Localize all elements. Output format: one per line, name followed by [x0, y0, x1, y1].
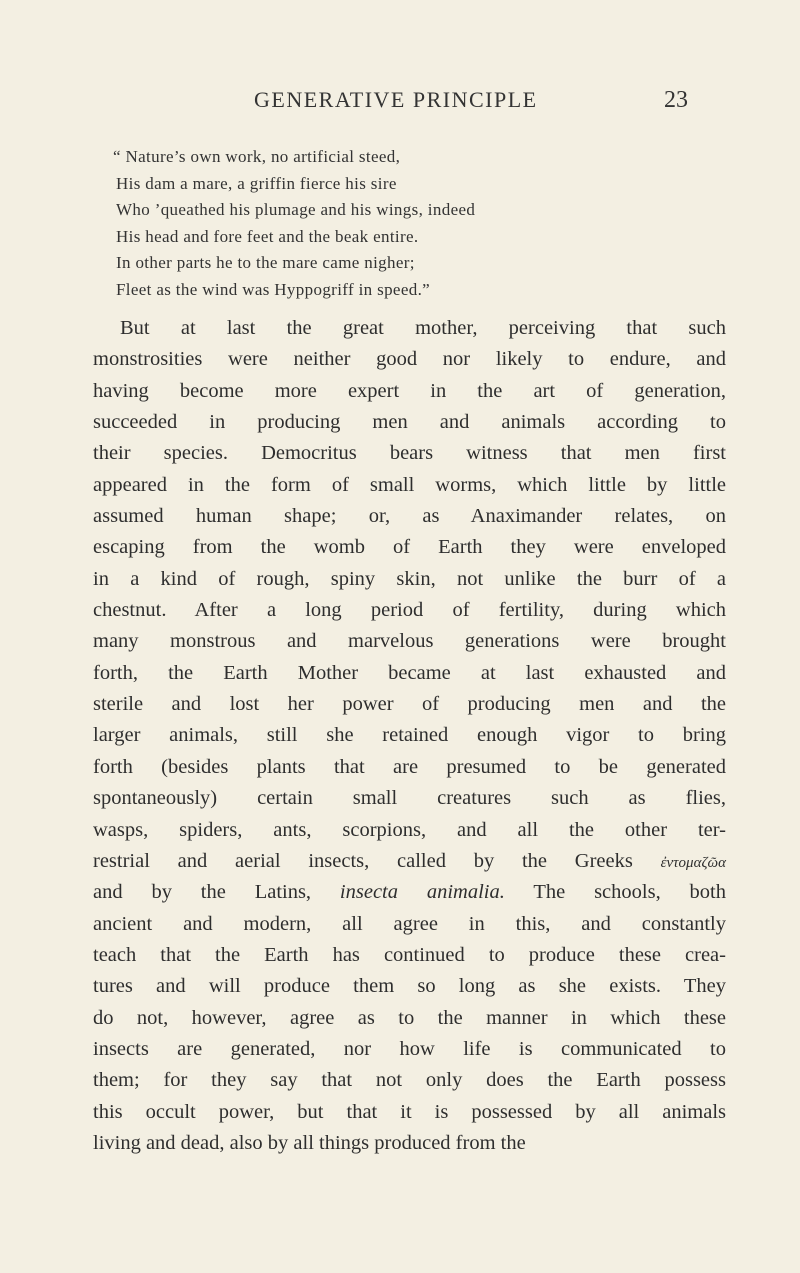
- paragraph-line: do not, however, agree as to the manner in which these: [93, 1006, 726, 1029]
- paragraph-line: this occult power, but that it is possessed by all animals: [93, 1100, 726, 1123]
- verse-quotation: [113, 144, 736, 303]
- latin-term: insecta animalia.: [339, 881, 505, 904]
- paragraph-line: their species. Democritus bears witness that men first: [93, 442, 726, 465]
- verse-line: His head and fore feet and the beak entire.: [116, 226, 419, 246]
- paragraph-line: having become more expert in the art of generation,: [93, 379, 726, 402]
- paragraph-line: in a kind of rough, spiny skin, not unlike the burr of a: [93, 567, 726, 590]
- paragraph-line: monstrosities were neither good nor likely to endure, and: [93, 348, 726, 371]
- paragraph-line: them; for they say that not only does the Earth possess: [93, 1069, 726, 1092]
- paragraph-text: and by the Latins,: [93, 881, 312, 904]
- body-paragraph: [93, 313, 726, 1159]
- paragraph-line: living and dead, also by all things produced from the: [93, 1131, 526, 1154]
- paragraph-line: teach that the Earth has continued to produce these crea-: [93, 943, 726, 966]
- paragraph-line: forth, the Earth Mother became at last exhausted and: [93, 661, 726, 684]
- page-header: [0, 87, 800, 121]
- paragraph-line: assumed human shape; or, as Anaximander relates, on: [93, 505, 726, 528]
- verse-line: Fleet as the wind was Hyppogriff in speed.”: [116, 279, 431, 299]
- paragraph-line: sterile and lost her power of producing men and the: [93, 693, 726, 716]
- paragraph-text: restrial and aerial insects, called by the Greeks: [93, 849, 633, 872]
- verse-line: His dam a mare, a griffin fierce his sire: [116, 173, 397, 193]
- verse-line: Who ’queathed his plumage and his wings, indeed: [116, 200, 476, 219]
- page-number: 23: [664, 87, 688, 113]
- verse-line: “ Nature’s own work, no artificial steed,: [113, 147, 401, 166]
- paragraph-line: insects are generated, nor how life is communicated to: [93, 1037, 726, 1060]
- paragraph-line: ancient and modern, all agree in this, and constantly: [93, 912, 726, 935]
- paragraph-line-with-greek: [93, 846, 726, 877]
- paragraph-line: appeared in the form of small worms, which little by little: [93, 473, 726, 496]
- paragraph-line: larger animals, still she retained enough vigor to bring: [93, 724, 726, 747]
- running-title: GENERATIVE PRINCIPLE: [254, 87, 538, 112]
- paragraph-text: The schools, both: [533, 881, 726, 904]
- greek-term: ἐντομαζῶα: [660, 854, 726, 871]
- paragraph-line: succeeded in producing men and animals according to: [93, 411, 726, 434]
- paragraph-line-with-latin: [93, 877, 726, 908]
- paragraph-line: spontaneously) certain small creatures such as flies,: [93, 787, 726, 810]
- paragraph-line: chestnut. After a long period of fertility, during which: [93, 599, 726, 622]
- paragraph-line: escaping from the womb of Earth they were enveloped: [93, 536, 726, 559]
- paragraph-line: forth (besides plants that are presumed to be generated: [93, 755, 726, 778]
- paragraph-line: many monstrous and marvelous generations were brought: [93, 630, 726, 653]
- paragraph-line: But at last the great mother, perceiving that such: [120, 317, 726, 339]
- paragraph-line: tures and will produce them so long as she exists. They: [93, 975, 726, 998]
- verse-line: In other parts he to the mare came nigher;: [116, 253, 415, 272]
- paragraph-line: wasps, spiders, ants, scorpions, and all the other ter-: [93, 818, 726, 841]
